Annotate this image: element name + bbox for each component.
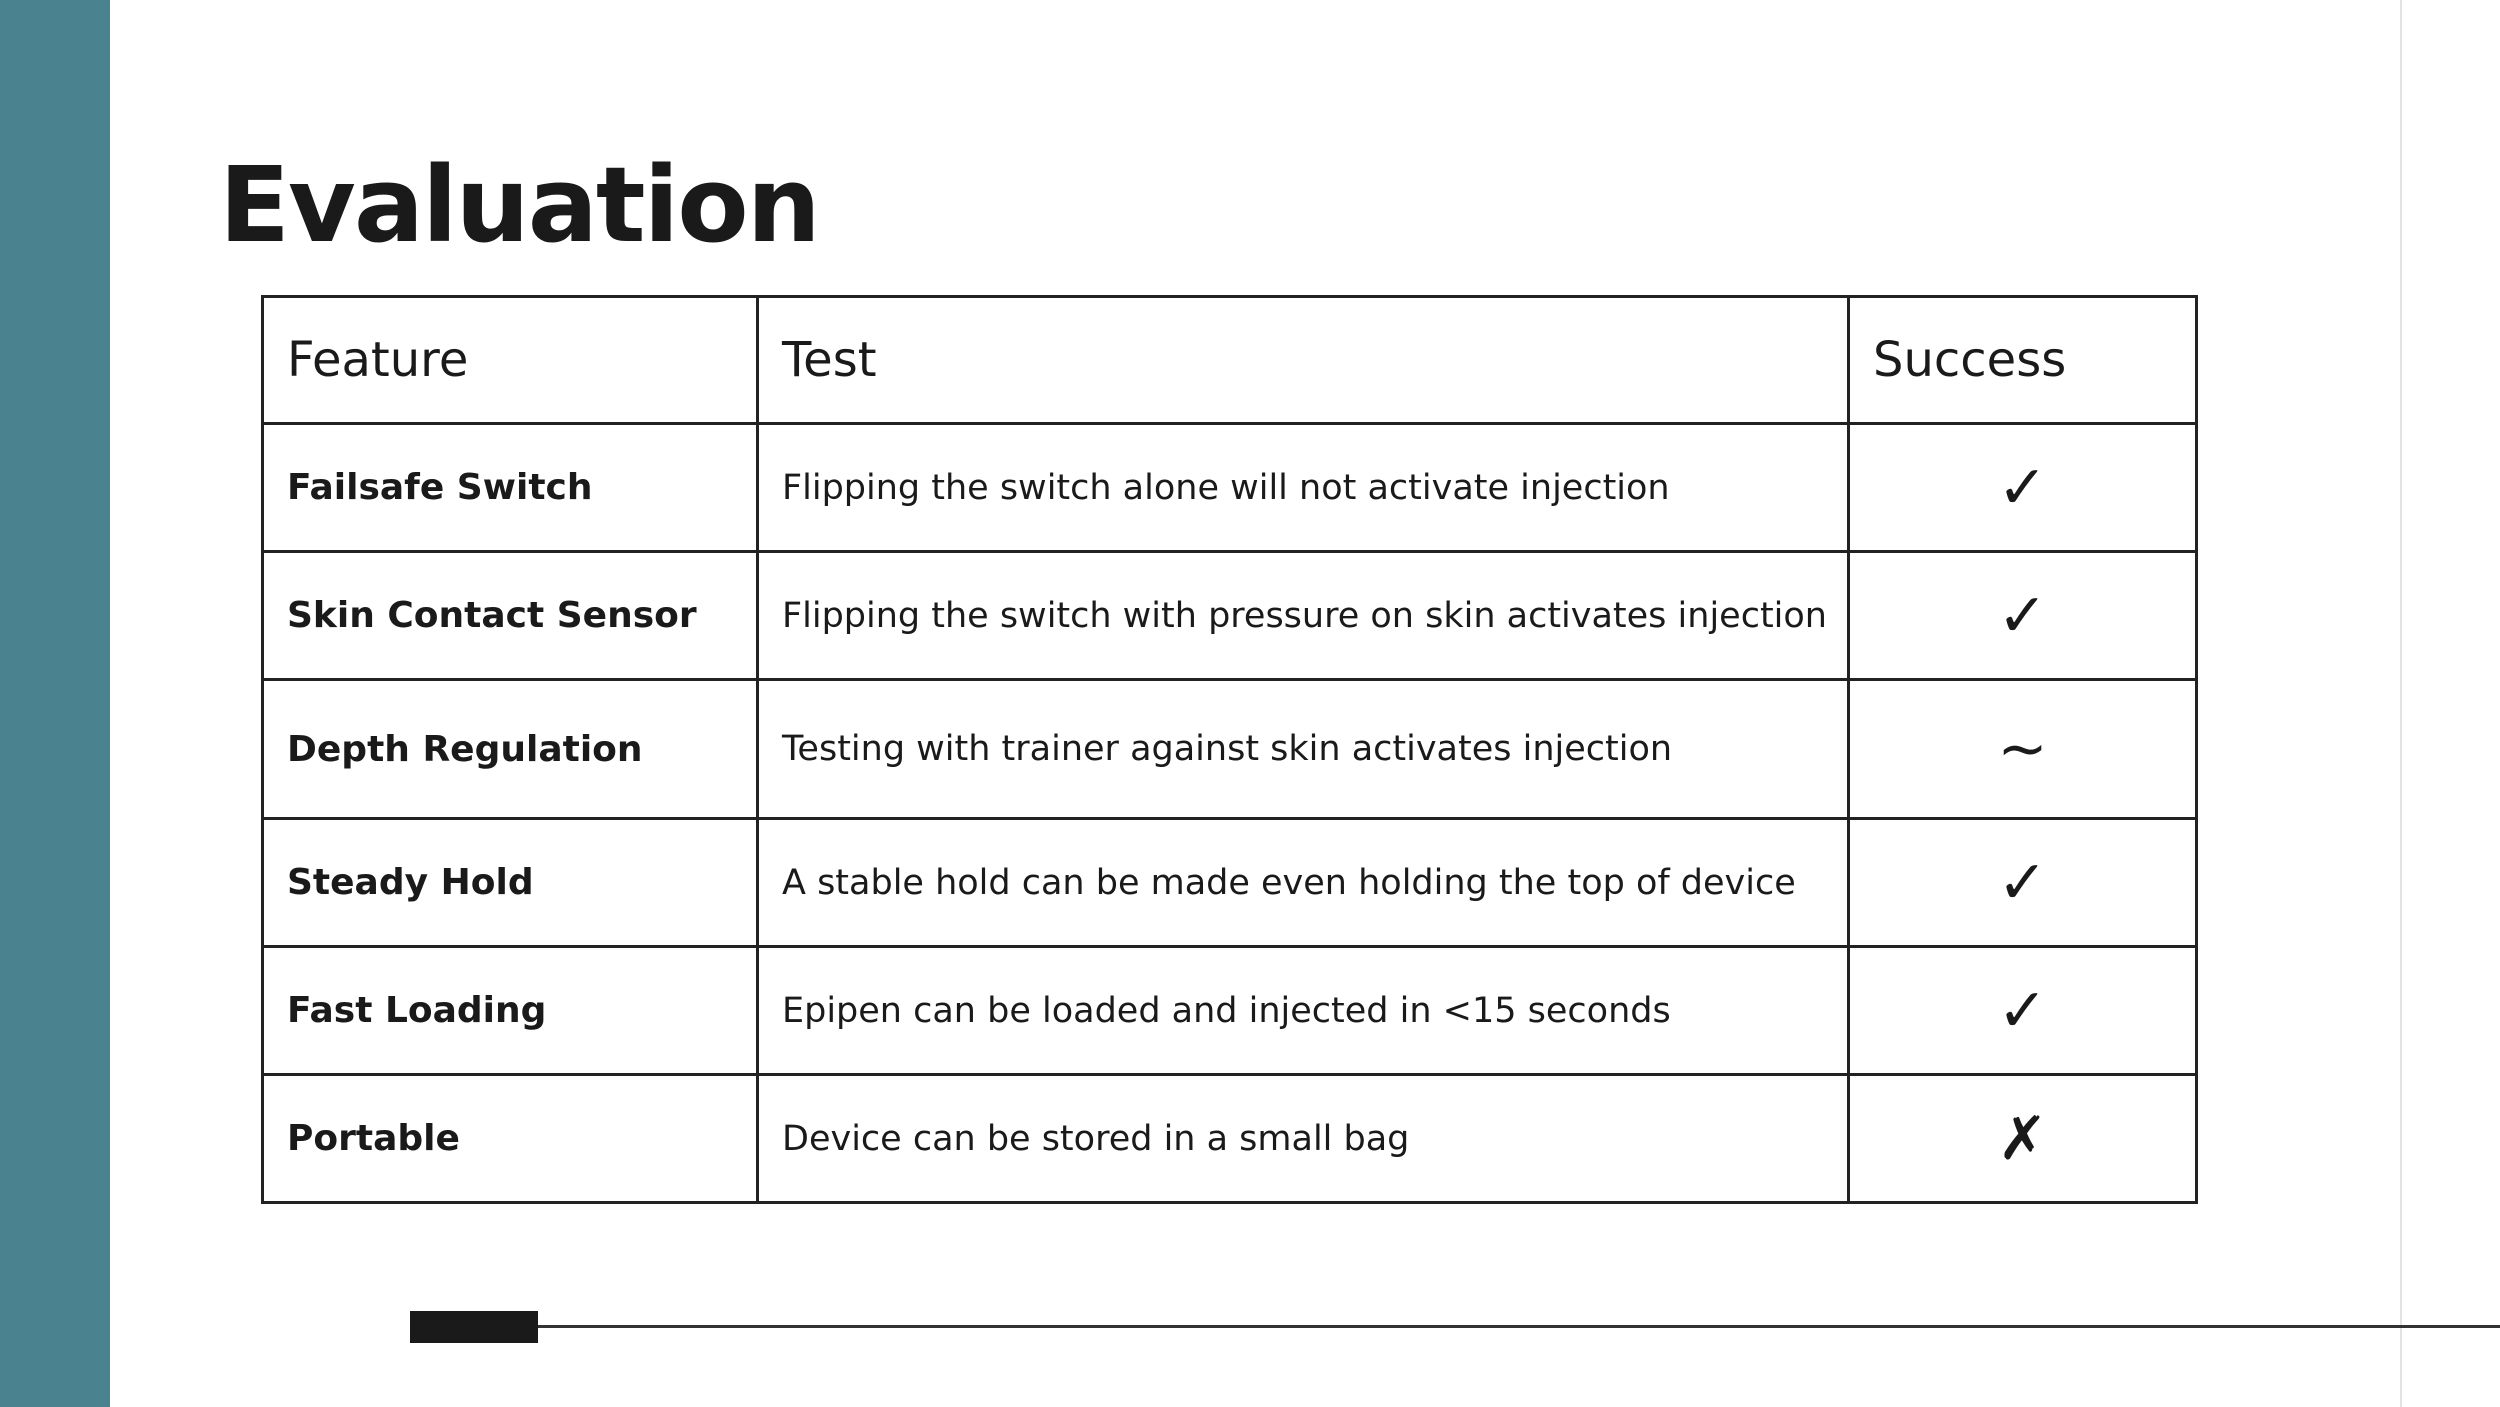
table-header-row (263, 297, 2197, 424)
left-accent-band (0, 0, 110, 1407)
evaluation-table (261, 295, 2198, 1204)
header-success: Success (1849, 297, 2197, 424)
check-mark-icon: ✓ (1849, 819, 2197, 947)
table-row (263, 552, 2197, 680)
footer-rule-line (538, 1325, 2500, 1328)
check-mark-icon: ✓ (1849, 552, 2197, 680)
feature-cell: Portable (263, 1075, 758, 1203)
partial-tilde-icon: ~ (1849, 680, 2197, 819)
feature-cell: Skin Contact Sensor (263, 552, 758, 680)
check-mark-icon: ✓ (1849, 424, 2197, 552)
feature-cell: Failsafe Switch (263, 424, 758, 552)
table-row (263, 947, 2197, 1075)
test-cell: Device can be stored in a small bag (758, 1075, 1849, 1203)
test-cell: Testing with trainer against skin activates injection (758, 680, 1849, 819)
feature-cell: Depth Regulation (263, 680, 758, 819)
check-mark-icon: ✓ (1849, 947, 2197, 1075)
table-row (263, 819, 2197, 947)
right-divider-line (2400, 0, 2402, 1407)
test-cell: Flipping the switch with pressure on skin activates injection (758, 552, 1849, 680)
test-cell: Flipping the switch alone will not activate injection (758, 424, 1849, 552)
table-row (263, 1075, 2197, 1203)
page-title: Evaluation (219, 144, 819, 266)
cross-mark-icon: ✗ (1849, 1075, 2197, 1203)
feature-cell: Steady Hold (263, 819, 758, 947)
test-cell: Epipen can be loaded and injected in <15 seconds (758, 947, 1849, 1075)
table-row (263, 424, 2197, 552)
table-row (263, 680, 2197, 819)
footer-accent-bar (410, 1311, 538, 1343)
header-feature: Feature (263, 297, 758, 424)
header-test: Test (758, 297, 1849, 424)
feature-cell: Fast Loading (263, 947, 758, 1075)
test-cell: A stable hold can be made even holding the top of device (758, 819, 1849, 947)
